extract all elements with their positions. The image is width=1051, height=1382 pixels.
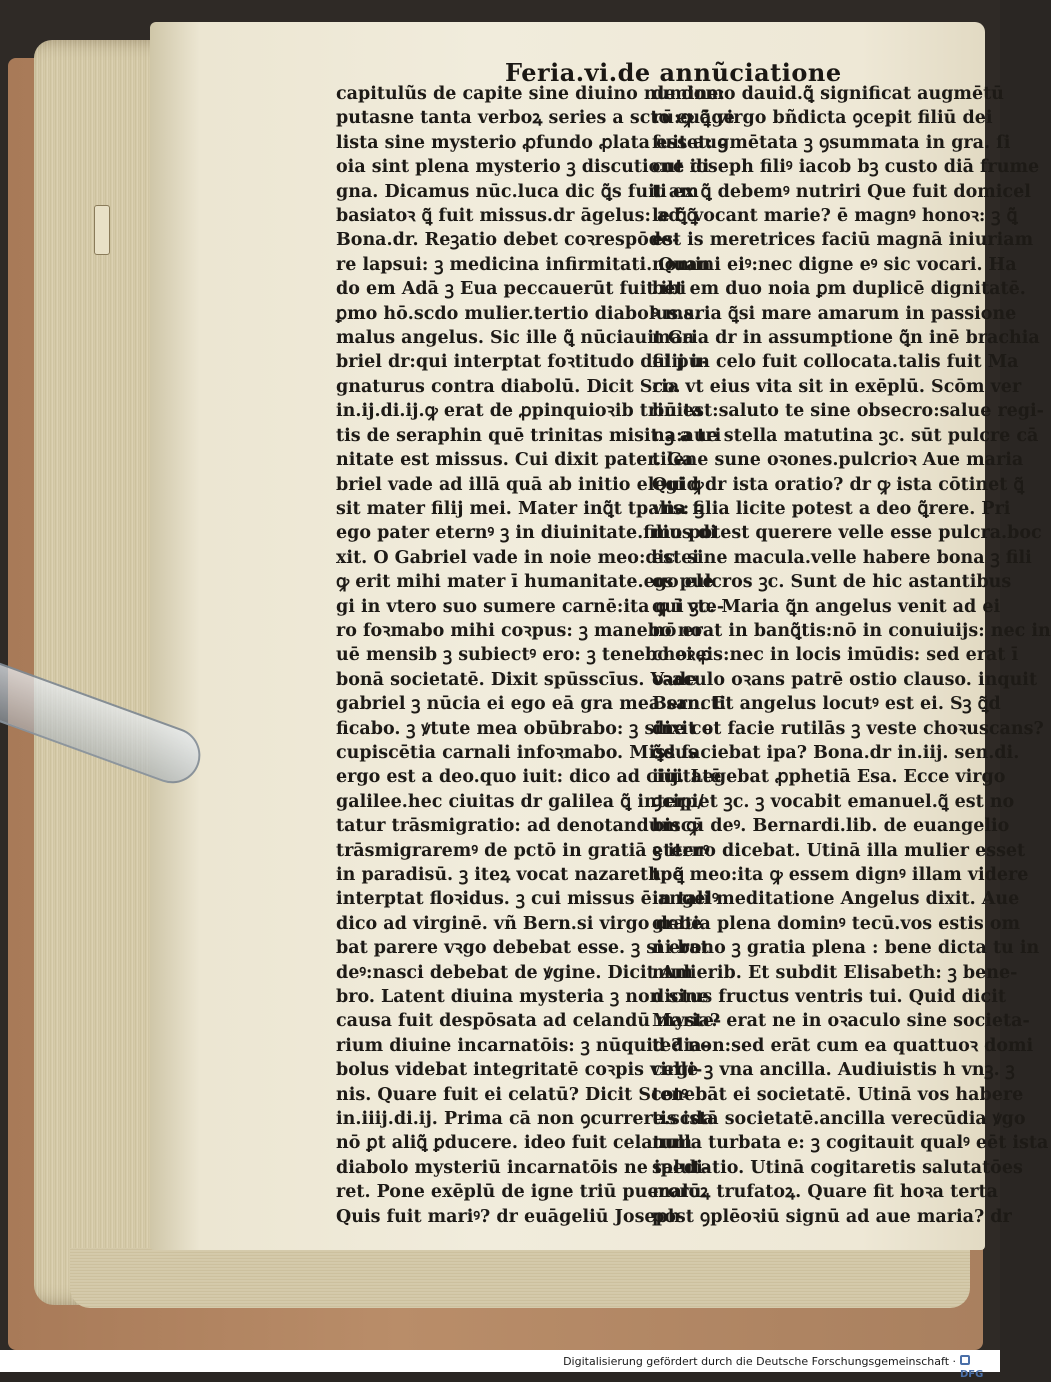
text-line: salutatio. Utinā cogitaretis salutatōes	[652, 1157, 1023, 1178]
text-line: ria vt eius vita sit in exēplū. Scōm ver	[652, 376, 1022, 397]
text-line: deꝰ:nasci debebat de ꝟgine. Dicit Am	[336, 962, 693, 983]
bottom-page-edges	[70, 1248, 970, 1308]
text-line: tenebāt ei societatē. Utinā vos habere	[652, 1084, 1024, 1105]
text-line: cupiscētia carnali infoꝛmabo. Missus	[336, 742, 698, 763]
text-column-left	[336, 82, 735, 1229]
text-line: ret. Pone exēplū de igne triū puerorū.	[336, 1182, 708, 1203]
text-line: galilee.hec ciuitas dr galilea ꝗ̃ interp/	[336, 791, 704, 812]
text-line: eterno dicebat. Utinā illa mulier esset	[652, 840, 1026, 861]
text-line: vna filia licite potest a deo ꝗ̃rere. Pri	[652, 498, 1011, 519]
text-line: maloꝝ trufatoꝝ. Quare fit hoꝛa terta	[652, 1182, 998, 1203]
text-line: dico ad virginē. vñ Bern.si virgo debe	[336, 913, 703, 934]
text-line: ti ex ꝗ̃ debemꝰ nutriri Que fuit domicel	[652, 181, 1031, 202]
text-line: bat parere vꝛgo debebat esse. ꝫ si erat	[336, 938, 709, 959]
text-line: tatur trāsmigratio: ad denotandum ꝙ	[336, 816, 700, 837]
text-line: na:aue stella matutina ꝫc. sūt pulcre cā	[652, 425, 1039, 446]
text-line: ergo est a deo.quo iuit: dico ad ciuitatē	[336, 767, 722, 788]
text-line: qui ꝫc. Maria ꝗ̃n angelus venit ad ei	[652, 596, 1001, 617]
text-line: post ꝯplēoꝛiū signū ad aue maria? dr	[652, 1206, 1012, 1227]
text-line: os pulcros ꝫc. Sunt de hic astantibus	[652, 572, 1012, 593]
text-line: diabolo mysteriū incarnatōis ne ipedi-	[336, 1157, 711, 1178]
text-line: xit. O Gabriel vade in noie meo:dic ei	[336, 547, 699, 568]
text-line: nis. Quare fuit ei celatū? Dicit Scotꝰ	[336, 1084, 689, 1105]
text-line: uē mensib ꝫ subiectꝰ ero: ꝫ tenebo ei ꝓ	[336, 645, 712, 666]
text-line: nitate est missus. Cui dixit pater. Ga	[336, 450, 694, 471]
text-line: bolus videbat integritatē coꝛpis virgi-	[336, 1060, 703, 1081]
text-line: maria dr in assumptione ꝗ̃n inē brachia	[652, 328, 1040, 349]
text-line: Quis fuit mariꝰ? dr euāgeliū Joseph	[336, 1206, 681, 1227]
text-line: ꝑmo hō.scdo mulier.tertio diabolus.s.	[336, 303, 701, 324]
text-line: in tali meditatione Angelus dixit. Aue	[652, 889, 1020, 910]
text-line: bet em duo noia ꝑm duplicē dignitatē.	[652, 279, 1026, 300]
text-line: oꝛaculo oꝛans patrē ostio clauso. inquit	[652, 669, 1038, 690]
text-line: le ꝗ̃ vocant marie? ē magnꝰ honoꝛ: ꝫ ꝗ̃	[652, 206, 1018, 227]
text-line: nō ꝑt aliꝗ̃ ꝑducere. ideo fuit celatum	[336, 1133, 692, 1154]
text-line: iiij. Legebat ꝓphetiā Esa. Ecce virgo	[652, 767, 1006, 788]
text-line: basiatoꝛ ꝗ̃ fuit missus.dr āgelus: ad ꝗ̃	[336, 206, 698, 227]
text-line: ꝙ erit mihi mater ī humanitate.ego ele	[336, 572, 714, 593]
dfg-logo: DFG	[960, 1354, 994, 1368]
text-line: re lapsui: ꝫ medicina infirmitati. Quan	[336, 254, 711, 275]
text-line: ꝰ maria ꝗ̃si mare amarum in passione	[652, 303, 1017, 324]
text-line: choꝛeis:nec in locis imūdis: sed erat ī	[652, 645, 1019, 666]
text-line: bonā societatē. Dixit spūsscīus. Vade	[336, 669, 698, 690]
text-line: sit mater filij mei. Mater inꝗ̃t tpalis: ꝫ	[336, 498, 705, 519]
text-line: tilene sune oꝛones.pulcrioꝛ Aue maria	[652, 450, 1024, 471]
text-line: putasne tanta verboꝝ series a scto euāge	[336, 108, 735, 129]
text-line: trāsmigraremꝰ de pctō in gratiā ꝫ iterꝰ	[336, 840, 710, 861]
text-line: briel vade ad illā quā ab initio elegi ꝙ	[336, 474, 704, 495]
text-line: fuit augmētata ꝫ ꝯsummata in gra. ſi	[652, 132, 1011, 153]
text-line: nulla turbata e: ꝫ cogitauit qualꝰ eēt ista	[652, 1133, 1049, 1154]
text-line: ꝯcipiet ꝫc. ꝫ vocabit emanuel.ꝗ̃ est no	[652, 791, 1015, 812]
text-line: gnaturus contra diabolū. Dicit Sco.	[336, 376, 681, 397]
text-line: Quid dr ista oratio? dr ꝙ ista cōtinet ꝗ̃	[652, 474, 1025, 495]
text-line: do em Adā ꝫ Eua peccauerūt fuit ibi	[336, 279, 687, 300]
text-line: mulierib. Et subdit Elisabeth: ꝫ bene-	[652, 962, 1018, 983]
text-line: tis istā societatē.ancilla verecūdia ꝟgo	[652, 1109, 1026, 1130]
text-line: mo potest querere velle esse pulcra.boc	[652, 523, 1042, 544]
text-line: Bona.dr. Reꝫatio debet coꝛrespōde-	[336, 230, 680, 251]
text-line: dictus fructus ventris tui. Quid dicit	[652, 987, 1006, 1008]
text-line: gna. Dicamus nūc.luca dic ꝗ̃s fuit am	[336, 181, 699, 202]
text-line: dixit et facie rutilās ꝫ veste choꝛuscans?	[652, 718, 1044, 739]
text-line: lista sine mysterio ꝓfundo ꝓlata esset: ꝫ	[336, 132, 728, 153]
text-line: nō erat in banꝗ̃tis:nō in conuiuijs: nec in	[652, 620, 1051, 641]
text-line: cut ioseph filiꝰ iacob bꝫ custo diā frume	[652, 157, 1040, 178]
bookmark-tab	[94, 205, 110, 255]
text-line: in.iiij.di.ij. Prima cā non ꝯcurrere.scda	[336, 1109, 715, 1130]
text-line: interptat floꝛidus. ꝫ cui missus ē angelꝰ	[336, 889, 719, 910]
text-line: filij in celo fuit collocata.talis fuit Ma	[652, 352, 1019, 373]
text-line: est sine macula.velle habere bona ꝫ fili	[652, 547, 1032, 568]
text-line: bro. Latent diuina mysteria ꝫ non sine	[336, 987, 709, 1008]
text-line: bū est:saluto te sine obsecro:salue regi-	[652, 401, 1044, 422]
text-line: rium diuine incarnatōis: ꝫ nūquid dia-	[336, 1035, 709, 1056]
text-line: oia sint plena mysterio ꝫ discutione di-	[336, 157, 717, 178]
text-line: gratia plena dominꝰ tecū.vos estis om	[652, 913, 1021, 934]
running-header: Feria.vi.de annũciatione	[505, 58, 842, 87]
text-line: ꝗ̃d faciebat ipa? Bona.dr in.iij. sen.di.	[652, 742, 1020, 763]
text-line: ni bono ꝫ gratia plena : bene dicta tu in	[652, 938, 1040, 959]
text-line: causa fuit despōsata ad celandū myste-	[336, 1011, 722, 1032]
text-line: ficabo. ꝫ ꝟtute mea obūbrabo: ꝫ sine co	[336, 718, 714, 739]
text-line: tpe meo:ita ꝙ essem dignꝰ illam videre	[652, 865, 1029, 885]
text-column-right	[652, 82, 1051, 1229]
text-line: malus angelus. Sic ille ꝗ̃ nūciauit Ga	[336, 328, 695, 349]
text-line: celle ꝫ vna ancilla. Audiuistis h vnꝫ. ꝫ	[652, 1060, 1015, 1081]
text-line: Bern. Et angelus locutꝰ est ei. Sꝫ ꝗ̃d	[652, 694, 1001, 715]
text-line: nomini eiꝰ:nec digne eꝰ sic vocari. Ha	[652, 254, 1017, 275]
text-line: de domo dauid.ꝗ̃ significat augmētū	[652, 84, 1004, 104]
text-line: tis de seraphin quē trinitas misit ꝫ a tri	[336, 425, 722, 446]
digitization-credit: Digitalisierung gefördert durch die Deutsche Forschungsgemeinschaft ·	[563, 1355, 956, 1368]
text-line: capitulũs de capite sine diuino numine:	[336, 84, 725, 104]
text-line: ro foꝛmabo mihi coꝛpus: ꝫ manebo no	[336, 620, 703, 641]
text-line: gi in vtero suo sumere carnē:ita ꝙ ī vte-	[336, 596, 725, 617]
text-line: in.ij.di.ij.ꝙ erat de ꝓpinquioꝛib trinita	[336, 401, 703, 422]
text-line: est is meretrices faciū magnā iniuriam	[652, 230, 1034, 251]
footer-bar	[0, 1350, 1000, 1380]
text-line: ego pater eternꝰ ꝫ in diuinitate.filius di	[336, 523, 717, 544]
text-line: rū:ꝙ ꝗ̃ virgo bñdicta ꝯcepit filiū dei	[652, 108, 993, 129]
text-line: biscū deꝰ. Bernardi.lib. de euangelio	[652, 816, 1010, 837]
text-line: in paradisū. ꝫ iteꝝ vocat nazareth: ꝗ̃	[336, 865, 685, 885]
text-line: Maria? erat ne in oꝛaculo sine societa-	[652, 1011, 1030, 1032]
text-line: briel dr:qui interptat foꝛtitudo dei pu-	[336, 352, 709, 373]
text-line: gabriel ꝫ nūcia ei ego eā gra mea sancti	[336, 694, 726, 715]
text-line: te? non:sed erāt cum ea quattuoꝛ domi	[652, 1035, 1034, 1056]
